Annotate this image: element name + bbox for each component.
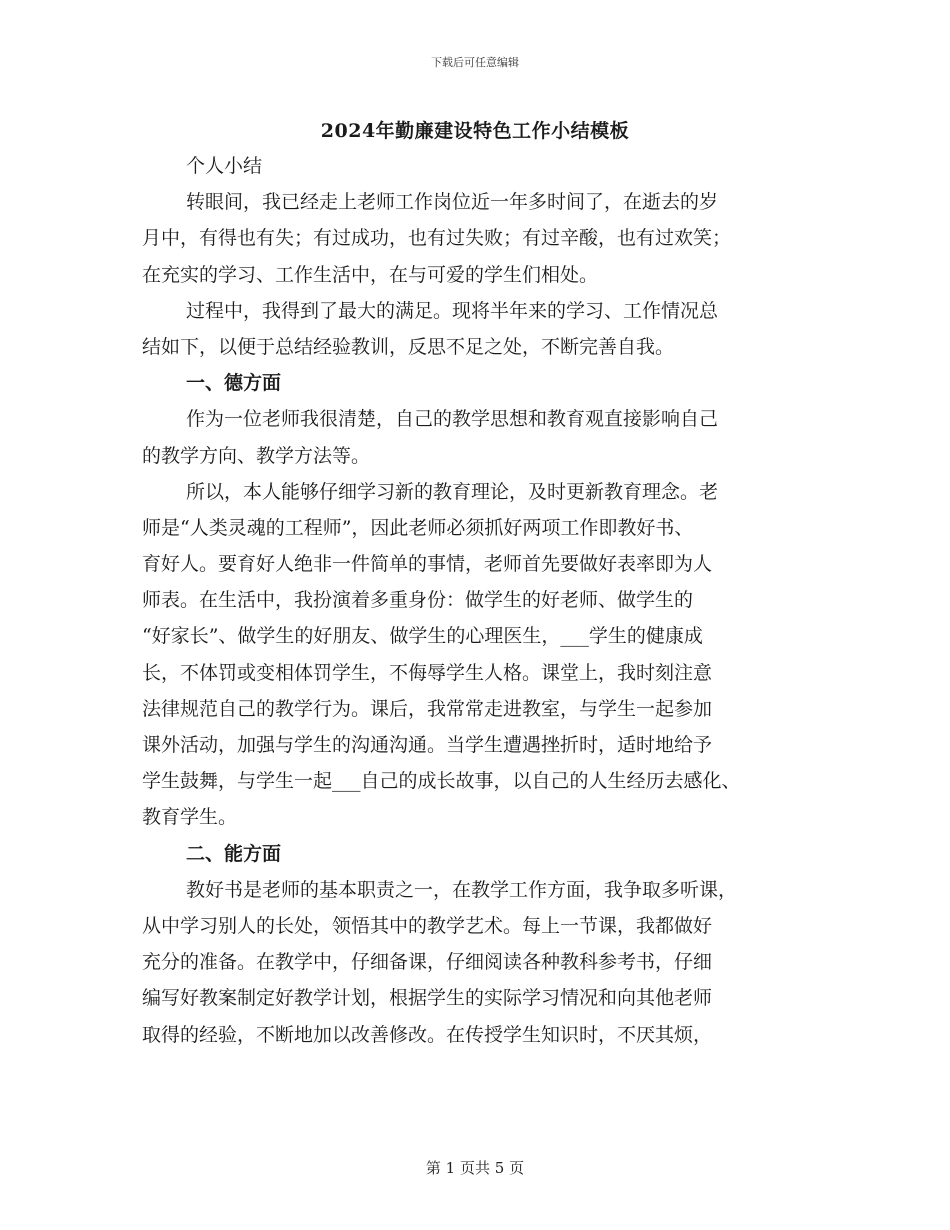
paragraph-line: 转眼间，我已经走上老师工作岗位近一年多时间了，在逝去的岁: [186, 191, 719, 214]
paragraph-line: 作为一位老师我很清楚，自己的教学思想和教育观直接影响自己: [186, 408, 719, 431]
paragraph-line: 的教学方向、教学方法等。: [142, 444, 371, 467]
paragraph-line: 从中学习别人的长处，领悟其中的教学艺术。每上一节课，我都做好: [142, 914, 713, 937]
paragraph-line: 法律规范自己的教学行为。课后，我常常走进教室，与学生一起参加: [142, 697, 713, 720]
paragraph-line: 编写好教案制定好教学计划，根据学生的实际学习情况和向其他老师: [142, 987, 713, 1010]
paragraph-line: 师是“人类灵魂的工程师”，因此老师必须抓好两项工作即教好书、: [142, 516, 694, 539]
paragraph-line: 过程中，我得到了最大的满足。现将半年来的学习、工作情况总: [186, 299, 719, 322]
page-header: 下载后可任意编辑: [431, 56, 519, 69]
paragraph-line: 教育学生。: [142, 806, 238, 829]
document-title: 2024年勤廉建设特色工作小结模板: [320, 120, 630, 142]
page-footer: 第 1 页共 5 页: [425, 1159, 525, 1177]
paragraph-line: “好家长”、做学生的好朋友、做学生的心理医生，___学生的健康成: [142, 625, 703, 648]
paragraph-line: 教好书是老师的基本职责之一，在教学工作方面，我争取多听课，: [186, 878, 738, 901]
paragraph-line: 在充实的学习、工作生活中，在与可爱的学生们相处。: [142, 263, 599, 286]
paragraph-line: 课外活动，加强与学生的沟通沟通。当学生遭遇挫折时，适时地给予: [142, 734, 713, 756]
paragraph-line: 学生鼓舞，与学生一起___自己的成长故事，以自己的人生经历去感化、: [142, 770, 741, 793]
paragraph-line: 取得的经验，不断地加以改善修改。在传授学生知识时，不厌其烦，: [142, 1023, 713, 1046]
document-body: [142, 148, 822, 1053]
paragraph-line: 结如下，以便于总结经验教训，反思不足之处，不断完善自我。: [142, 335, 675, 358]
paragraph-line: 育好人。要育好人绝非一件简单的事情，老师首先要做好表率即为人: [142, 553, 713, 576]
section-heading: 一、德方面: [186, 372, 282, 395]
paragraph-line: 所以，本人能够仔细学习新的教育理论，及时更新教育理念。老: [186, 480, 719, 503]
paragraph-line: 师表。在生活中，我扮演着多重身份：做学生的好老师、做学生的: [142, 589, 694, 612]
section-heading: 二、能方面: [186, 842, 282, 865]
paragraph-line: 月中，有得也有失；有过成功，也有过失败；有过辛酸，也有过欢笑；: [142, 227, 732, 250]
paragraph-line: 长，不体罚或变相体罚学生，不侮辱学生人格。课堂上，我时刻注意: [142, 661, 713, 684]
paragraph-line: 个人小结: [186, 155, 263, 177]
paragraph-line: 充分的准备。在教学中，仔细备课，仔细阅读各种教科参考书，仔细: [142, 951, 713, 974]
